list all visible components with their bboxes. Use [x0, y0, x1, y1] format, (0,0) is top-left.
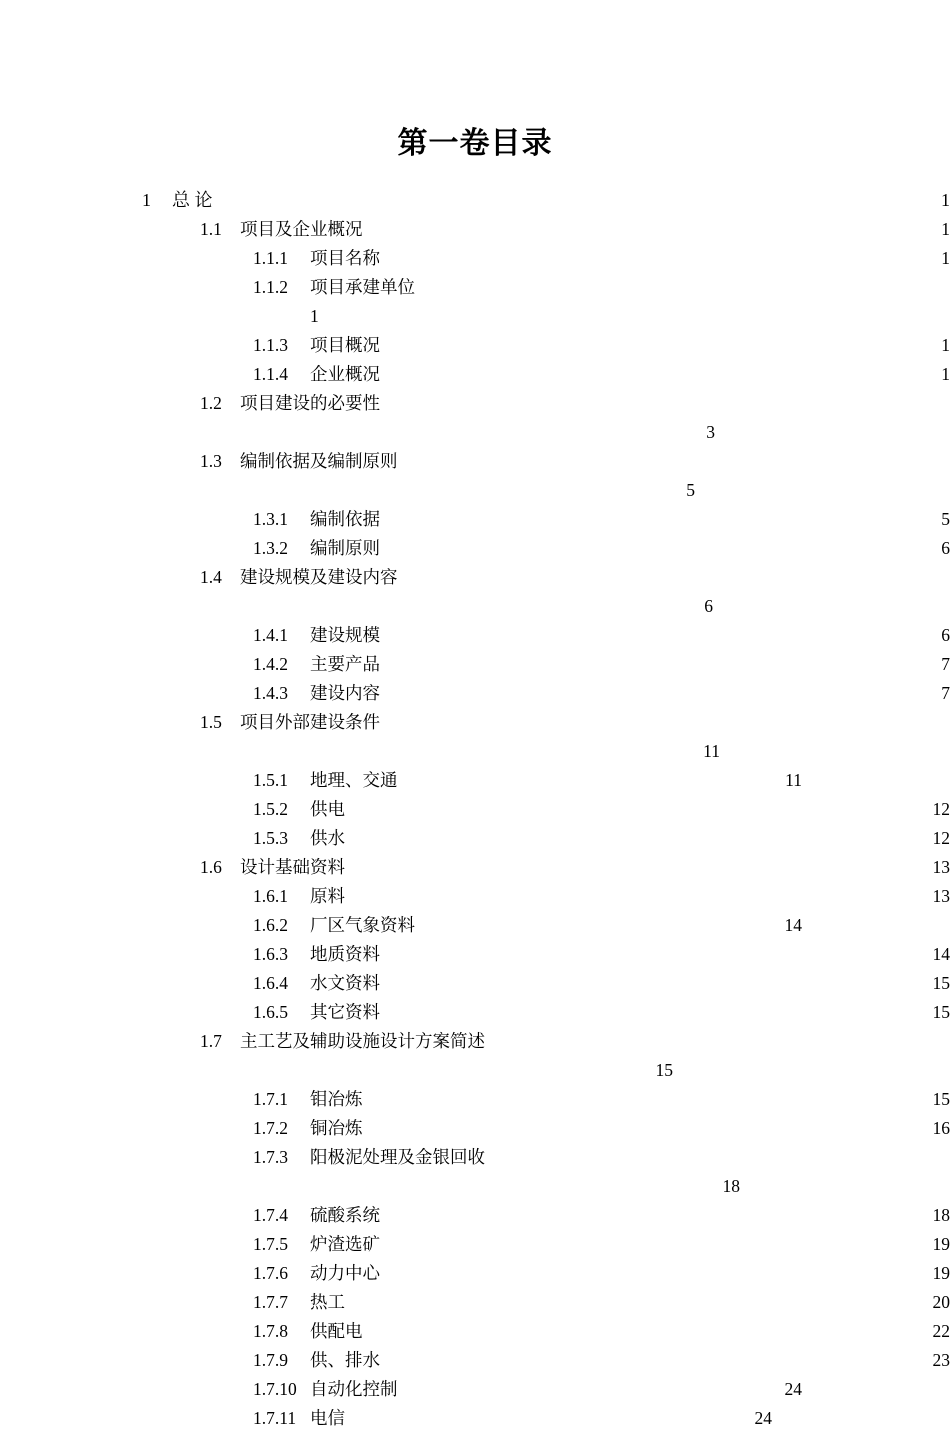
toc-page-number: 5 [935, 505, 950, 534]
toc-page-number: 3 [700, 418, 715, 447]
toc-entry[interactable] [0, 1346, 950, 1375]
toc-entry-number: 1.7.11 [253, 1404, 310, 1433]
toc-leader [386, 972, 927, 990]
toc-entry-number: 1.1 [200, 215, 240, 244]
toc-entry[interactable] [0, 621, 950, 650]
toc-page-number: 1 [935, 244, 950, 273]
toc-entry-number: 1.3 [200, 447, 240, 476]
toc-entry-label: 电信 [310, 1404, 351, 1433]
toc-entry-number: 1.6.3 [253, 940, 310, 969]
toc-leader [386, 1001, 927, 1019]
toc-leader [351, 885, 927, 903]
toc-entry-label: 编制依据及编制原则 [240, 447, 404, 476]
toc-entry[interactable] [0, 679, 950, 708]
toc-entry-number: 1.7.2 [253, 1114, 310, 1143]
toc-entry-label: 项目名称 [310, 244, 386, 273]
toc-leader [404, 769, 780, 787]
toc-page-number: 19 [927, 1230, 950, 1259]
toc-page-number: 6 [698, 592, 713, 621]
toc-entry-number: 1.5.1 [253, 766, 310, 795]
toc-entry-number: 1.5.2 [253, 795, 310, 824]
toc-page-number: 15 [927, 969, 950, 998]
toc-entry[interactable] [0, 969, 950, 998]
toc-entry[interactable] [0, 882, 950, 911]
toc-entry-number: 1.4.2 [253, 650, 310, 679]
toc-entry-label: 硫酸系统 [310, 1201, 386, 1230]
toc-entry-number: 1.4.3 [253, 679, 310, 708]
toc-entry-number: 1.5.3 [253, 824, 310, 853]
toc-leader [310, 1175, 717, 1193]
toc-entry-number: 1.5 [200, 708, 240, 737]
toc-entry-label: 建设规模及建设内容 [240, 563, 404, 592]
toc-page-number: 14 [779, 911, 950, 940]
toc-leader [351, 1291, 927, 1309]
toc-entry-label: 建设规模 [310, 621, 386, 650]
toc-page-number: 1 [935, 360, 950, 389]
toc-entry-number: 1.7 [200, 1027, 240, 1056]
toc-entry-number: 1 [142, 186, 172, 215]
toc-page-number: 24 [749, 1404, 950, 1433]
toc-page-number: 18 [717, 1172, 741, 1201]
toc-page-number: 18 [927, 1201, 950, 1230]
toc-entry[interactable] [0, 766, 950, 795]
toc-entry-label: 炉渣选矿 [310, 1230, 386, 1259]
toc-entry[interactable] [0, 1404, 950, 1433]
toc-entry[interactable] [0, 1288, 950, 1317]
toc-entry-label: 项目及企业概况 [240, 215, 369, 244]
toc-entry[interactable] [0, 853, 950, 882]
toc-page-number: 15 [927, 998, 950, 1027]
toc-leader [386, 1233, 927, 1251]
toc-entry[interactable] [0, 563, 950, 621]
toc-entry-number: 1.2 [200, 389, 240, 418]
toc-page-number: 16 [927, 1114, 950, 1143]
toc-entry-number: 1.7.1 [253, 1085, 310, 1114]
toc-leader [386, 653, 935, 671]
toc-entry-label: 热工 [310, 1288, 351, 1317]
toc-entry-number: 1.7.4 [253, 1201, 310, 1230]
toc-leader [386, 1262, 927, 1280]
toc-page-number: 23 [927, 1346, 950, 1375]
toc-page-number: 14 [927, 940, 950, 969]
toc-entry-number: 1.4.1 [253, 621, 310, 650]
toc-entry[interactable] [0, 795, 950, 824]
toc-entry-number: 1.4 [200, 563, 240, 592]
toc-entry[interactable] [0, 244, 950, 273]
toc-page-number: 12 [927, 824, 950, 853]
toc-entry-number: 1.1.1 [253, 244, 310, 273]
toc-entry-label: 供水 [310, 824, 351, 853]
toc-entry[interactable] [0, 1259, 950, 1288]
toc-entry-label: 地质资料 [310, 940, 386, 969]
toc-leader [351, 856, 927, 874]
toc-page-number: 7 [935, 650, 950, 679]
toc-leader [386, 537, 935, 555]
toc-entry-number: 1.6.5 [253, 998, 310, 1027]
toc-entry-label: 项目承建单位 [310, 273, 421, 302]
toc-leader [421, 276, 795, 294]
toc-leader [386, 247, 935, 265]
toc-entry[interactable] [0, 1027, 950, 1085]
toc-page-number: 20 [927, 1288, 950, 1317]
toc-leader [240, 595, 698, 613]
toc-entry-number: 1.7.3 [253, 1143, 310, 1172]
toc-entry[interactable] [0, 534, 950, 563]
toc-leader [351, 798, 927, 816]
toc-entry-label: 设计基础资料 [240, 853, 351, 882]
toc-entry[interactable] [0, 708, 950, 766]
toc-leader [351, 1407, 749, 1425]
toc-page-number: 19 [927, 1259, 950, 1288]
toc-leader [386, 363, 935, 381]
toc-entry[interactable] [0, 1143, 950, 1201]
page-title: 第一卷目录 [0, 118, 950, 162]
toc-entry-label: 主工艺及辅助设施设计方案简述 [240, 1027, 491, 1056]
toc-entry[interactable] [0, 447, 950, 505]
toc-entry[interactable] [0, 911, 950, 940]
toc-page-number: 15 [650, 1056, 674, 1085]
toc-leader [386, 334, 935, 352]
toc-entry-label: 钼冶炼 [310, 1085, 369, 1114]
toc-entry[interactable] [0, 1201, 950, 1230]
toc-leader [369, 1320, 927, 1338]
toc-entry[interactable] [0, 505, 950, 534]
toc-leader [386, 1204, 927, 1222]
toc-entry[interactable] [0, 186, 950, 215]
toc-page-number: 13 [927, 853, 950, 882]
toc-entry-label: 自动化控制 [310, 1375, 404, 1404]
toc-leader [240, 1059, 650, 1077]
toc-entry-number: 1.7.5 [253, 1230, 310, 1259]
toc-leader [351, 827, 927, 845]
toc-entry-label: 水文资料 [310, 969, 386, 998]
toc-entry[interactable] [0, 1375, 950, 1404]
toc-page-number: 6 [935, 534, 950, 563]
toc-leader [386, 508, 935, 526]
toc-leader [386, 943, 927, 961]
toc-entry[interactable] [0, 215, 950, 244]
toc-entry-label: 项目外部建设条件 [240, 708, 386, 737]
toc-entry-label: 原料 [310, 882, 351, 911]
toc-entry[interactable] [0, 360, 950, 389]
toc-entry-label: 供电 [310, 795, 351, 824]
toc-entry[interactable] [0, 1317, 950, 1346]
toc-entry[interactable] [0, 1085, 950, 1114]
toc-page-number: 15 [927, 1085, 950, 1114]
toc-page-number: 1 [935, 215, 950, 244]
toc-entry-number: 1.6.2 [253, 911, 310, 940]
toc-leader [369, 218, 936, 236]
toc-page-number: 5 [680, 476, 695, 505]
toc-entry-label: 总 论 [172, 186, 219, 215]
toc-entry-label: 项目概况 [310, 331, 386, 360]
toc-entry-label: 建设内容 [310, 679, 386, 708]
toc-entry-label: 企业概况 [310, 360, 386, 389]
toc-entry-number: 1.1.4 [253, 360, 310, 389]
toc-entry[interactable] [0, 940, 950, 969]
toc-leader [404, 1378, 779, 1396]
toc-leader [369, 1117, 927, 1135]
toc-leader [421, 914, 779, 932]
toc-entry-number: 1.3.1 [253, 505, 310, 534]
toc-entry-number: 1.7.6 [253, 1259, 310, 1288]
toc-leader [240, 740, 697, 758]
toc-entry[interactable] [0, 650, 950, 679]
toc-leader [386, 1349, 927, 1367]
toc-entry-label: 阳极泥处理及金银回收 [310, 1143, 491, 1172]
toc-entry-number: 1.1.2 [253, 273, 310, 302]
toc-page-number: 11 [697, 737, 720, 766]
toc-entry-label: 编制依据 [310, 505, 386, 534]
toc-entry[interactable] [0, 1114, 950, 1143]
toc-page-number: 7 [935, 679, 950, 708]
toc-entry[interactable] [0, 824, 950, 853]
toc-entry-number: 1.7.8 [253, 1317, 310, 1346]
toc-page-number: 11 [779, 766, 950, 795]
toc-page-number: 12 [927, 795, 950, 824]
toc-entry-label: 地理、交通 [310, 766, 404, 795]
toc-entry[interactable] [0, 389, 950, 447]
toc-entry[interactable] [0, 998, 950, 1027]
toc-entry[interactable] [0, 273, 950, 331]
toc-entry-label: 编制原则 [310, 534, 386, 563]
toc-entry-number: 1.7.10 [253, 1375, 310, 1404]
toc-leader [369, 1088, 927, 1106]
toc-entry-label: 铜冶炼 [310, 1114, 369, 1143]
toc-page-number: 13 [927, 882, 950, 911]
table-of-contents [0, 186, 950, 1433]
toc-leader [240, 479, 680, 497]
toc-entry-number: 1.6.1 [253, 882, 310, 911]
toc-leader [386, 624, 935, 642]
toc-entry-label: 动力中心 [310, 1259, 386, 1288]
toc-page-number: 1 [935, 186, 950, 215]
toc-leader [219, 188, 936, 206]
toc-page-number: 1 [310, 302, 319, 331]
toc-entry-number: 1.1.3 [253, 331, 310, 360]
toc-entry-label: 项目建设的必要性 [240, 389, 386, 418]
toc-entry-label: 供、排水 [310, 1346, 386, 1375]
toc-entry-number: 1.7.9 [253, 1346, 310, 1375]
toc-page-number: 6 [935, 621, 950, 650]
toc-entry[interactable] [0, 331, 950, 360]
toc-entry-label: 其它资料 [310, 998, 386, 1027]
toc-page-number: 1 [935, 331, 950, 360]
toc-entry-number: 1.6 [200, 853, 240, 882]
toc-entry-number: 1.6.4 [253, 969, 310, 998]
toc-entry[interactable] [0, 1230, 950, 1259]
toc-entry-label: 供配电 [310, 1317, 369, 1346]
toc-entry-number: 1.7.7 [253, 1288, 310, 1317]
toc-leader [386, 682, 935, 700]
toc-leader [240, 421, 700, 439]
toc-page-number: 22 [927, 1317, 950, 1346]
toc-entry-label: 厂区气象资料 [310, 911, 421, 940]
toc-entry-label: 主要产品 [310, 650, 386, 679]
toc-page-number: 24 [779, 1375, 950, 1404]
toc-entry-number: 1.3.2 [253, 534, 310, 563]
